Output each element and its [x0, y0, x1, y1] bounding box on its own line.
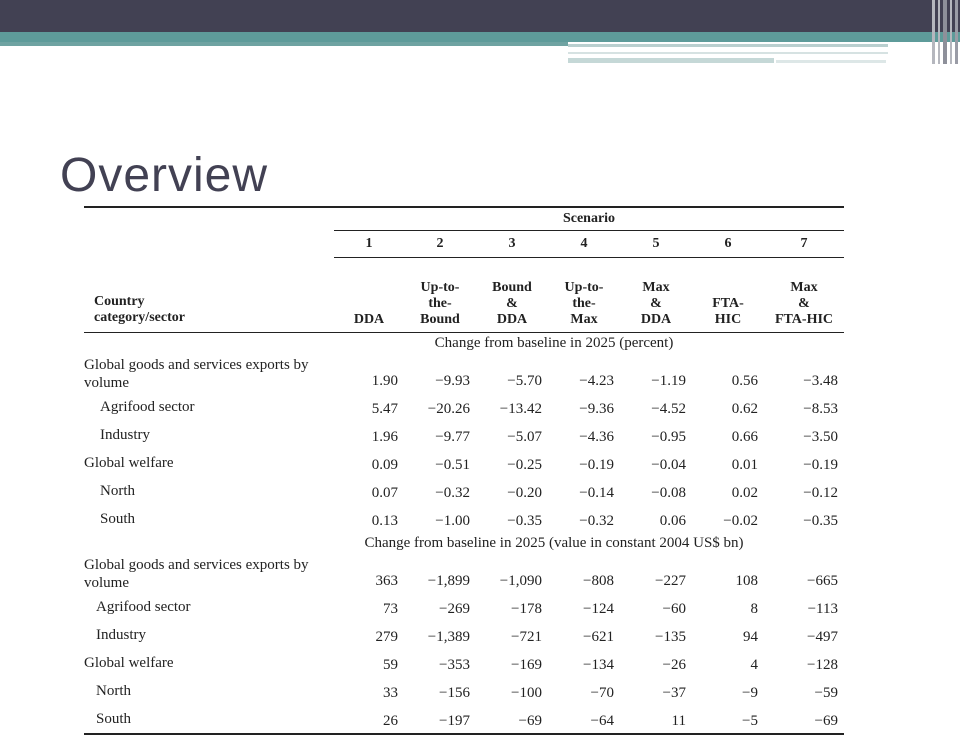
- table-cell: −59: [814, 684, 838, 701]
- scenario-name-line: the-: [428, 295, 452, 311]
- data-table: [84, 206, 844, 735]
- scenario-name-line: FTA-: [712, 295, 744, 311]
- table-cell: −0.20: [507, 484, 542, 501]
- scenario-name: [548, 258, 620, 333]
- table-cell: −0.12: [803, 484, 838, 501]
- scenario-name-line: Up-to-: [420, 279, 460, 295]
- table-cell: −169: [511, 656, 542, 673]
- table-cell: −20.26: [427, 400, 470, 417]
- table-cell: −0.04: [651, 456, 686, 473]
- table-row: [84, 593, 844, 621]
- table-cell: −0.32: [435, 484, 470, 501]
- category-header: Country category/sector: [94, 293, 185, 325]
- table-cell: 4: [750, 656, 758, 673]
- table-cell: −1,389: [427, 628, 470, 645]
- table-row: [84, 449, 844, 477]
- scenario-number: 7: [764, 231, 844, 258]
- table-row: [84, 421, 844, 449]
- table-cell: −9.77: [435, 428, 470, 445]
- table-cell: −5.70: [507, 372, 542, 389]
- decor-line: [568, 52, 888, 54]
- table-cell: 33: [383, 684, 398, 701]
- scenario-name-line: Max: [642, 279, 670, 295]
- decor-vbar: [943, 0, 947, 64]
- table-cell: −156: [439, 684, 470, 701]
- table-cell: −3.50: [803, 428, 838, 445]
- table-cell: −0.95: [651, 428, 686, 445]
- table-cell: −1.00: [435, 512, 470, 529]
- scenario-name-line: Max: [790, 279, 818, 295]
- row-label: South: [96, 710, 132, 727]
- table-row: [84, 355, 844, 393]
- table-cell: −0.25: [507, 456, 542, 473]
- table-cell: −8.53: [803, 400, 838, 417]
- table-cell: 26: [383, 712, 398, 729]
- section-header: Change from baseline in 2025 (percent): [434, 335, 674, 351]
- table-cell: −134: [583, 656, 614, 673]
- table-cell: 94: [743, 628, 758, 645]
- scenario-name-line: FTA-HIC: [774, 311, 834, 327]
- scenario-name: [692, 258, 764, 333]
- table-cell: −227: [655, 572, 686, 589]
- row-label: Agrifood sector: [100, 398, 195, 415]
- table-cell: −9.36: [579, 400, 614, 417]
- table-cell: −135: [655, 628, 686, 645]
- scenario-name-line: Bound: [420, 311, 460, 327]
- scenario-name: [334, 258, 404, 333]
- table-cell: −37: [662, 684, 686, 701]
- table-cell: 1.90: [371, 372, 398, 389]
- row-label: Global goods and services exports by volume: [84, 556, 309, 591]
- decor-line: [568, 58, 774, 63]
- scenario-name: [764, 258, 844, 333]
- table-cell: 0.09: [371, 456, 398, 473]
- table-cell: −69: [814, 712, 838, 729]
- table-cell: −269: [439, 600, 470, 617]
- table-cell: −1.19: [651, 372, 686, 389]
- table-cell: −353: [439, 656, 470, 673]
- table-cell: −0.08: [651, 484, 686, 501]
- scenario-name-line: DDA: [640, 311, 672, 327]
- table-cell: −4.23: [579, 372, 614, 389]
- table-cell: 363: [375, 572, 398, 589]
- table-cell: 0.13: [371, 512, 398, 529]
- table-cell: −665: [807, 572, 838, 589]
- table-cell: 8: [750, 600, 758, 617]
- table-cell: −9.93: [435, 372, 470, 389]
- table-cell: −3.48: [803, 372, 838, 389]
- table-cell: −64: [590, 712, 614, 729]
- table-cell: −0.32: [579, 512, 614, 529]
- table-row: [84, 705, 844, 734]
- section-header: Change from baseline in 2025 (value in constant 2004 US$ bn): [364, 535, 744, 551]
- scenario-number: 1: [334, 231, 404, 258]
- table-cell: −4.36: [579, 428, 614, 445]
- top-bar: [0, 0, 960, 32]
- scenario-name-line: &: [650, 295, 662, 311]
- scenario-name: [476, 258, 548, 333]
- row-label: South: [100, 510, 136, 527]
- table-cell: −0.02: [723, 512, 758, 529]
- scenario-name-line: Max: [570, 311, 598, 327]
- table-cell: −100: [511, 684, 542, 701]
- decor-vbar: [938, 0, 940, 64]
- slide-title: Overview: [60, 149, 269, 202]
- table-cell: 279: [375, 628, 398, 645]
- table-cell: 1.96: [371, 428, 398, 445]
- table-cell: −113: [807, 600, 838, 617]
- table-cell: 59: [383, 656, 398, 673]
- table-row: [84, 505, 844, 533]
- scenario-name: [620, 258, 692, 333]
- table-cell: −197: [439, 712, 470, 729]
- teal-band: [0, 32, 960, 42]
- row-label: North: [96, 682, 131, 699]
- table-cell: −0.51: [435, 456, 470, 473]
- row-label: Industry: [96, 626, 146, 643]
- table-cell: −0.35: [507, 512, 542, 529]
- table-cell: 0.07: [371, 484, 398, 501]
- row-label: Global goods and services exports by volume: [84, 356, 309, 391]
- table-cell: −0.14: [579, 484, 614, 501]
- table-row: [84, 677, 844, 705]
- table-cell: 0.01: [731, 456, 758, 473]
- scenario-name: [404, 258, 476, 333]
- table-cell: 11: [671, 712, 686, 729]
- scenario-name-line: the-: [572, 295, 596, 311]
- decor-line: [776, 60, 886, 63]
- scenario-number: 4: [548, 231, 620, 258]
- table-cell: −4.52: [651, 400, 686, 417]
- table-cell: 73: [383, 600, 398, 617]
- table-cell: −178: [511, 600, 542, 617]
- table-row: [84, 393, 844, 421]
- scenario-name-line: DDA: [353, 311, 385, 327]
- row-label: Global welfare: [84, 654, 174, 671]
- decor-line: [0, 42, 568, 46]
- table-cell: −721: [511, 628, 542, 645]
- table-cell: −0.19: [803, 456, 838, 473]
- table-cell: −26: [662, 656, 686, 673]
- table-row: [84, 555, 844, 593]
- table-cell: 108: [735, 572, 758, 589]
- table-cell: 0.66: [731, 428, 758, 445]
- table-cell: 5.47: [371, 400, 398, 417]
- table-cell: 0.62: [731, 400, 758, 417]
- decor-vbar: [950, 0, 952, 64]
- table-cell: −0.19: [579, 456, 614, 473]
- decor-line: [568, 44, 888, 47]
- table-cell: −69: [518, 712, 542, 729]
- table-cell: −60: [662, 600, 686, 617]
- table-cell: −9: [742, 684, 758, 701]
- table-row: [84, 621, 844, 649]
- table-cell: −1,090: [499, 572, 542, 589]
- row-label: North: [100, 482, 135, 499]
- row-label: Global welfare: [84, 454, 174, 471]
- table-cell: −1,899: [427, 572, 470, 589]
- table-cell: 0.06: [659, 512, 686, 529]
- table-cell: −5: [742, 712, 758, 729]
- table-cell: −808: [583, 572, 614, 589]
- table-cell: −0.35: [803, 512, 838, 529]
- table-cell: 0.56: [731, 372, 758, 389]
- scenario-header: Scenario: [334, 207, 844, 231]
- row-label: Industry: [100, 426, 150, 443]
- scenario-name-line: Up-to-: [564, 279, 604, 295]
- scenario-number: 6: [692, 231, 764, 258]
- table-cell: −70: [590, 684, 614, 701]
- scenario-number: 3: [476, 231, 548, 258]
- table-cell: −128: [807, 656, 838, 673]
- decor-vbar: [932, 0, 935, 64]
- table-cell: −124: [583, 600, 614, 617]
- table-cell: −621: [583, 628, 614, 645]
- table-row: [84, 649, 844, 677]
- decor-vbar: [955, 0, 958, 64]
- table-cell: −13.42: [499, 400, 542, 417]
- scenario-number: 2: [404, 231, 476, 258]
- scenario-number: 5: [620, 231, 692, 258]
- scenario-name-line: &: [506, 295, 518, 311]
- scenario-name-line: Bound: [492, 279, 532, 295]
- table-cell: 0.02: [731, 484, 758, 501]
- scenario-name-line: &: [798, 295, 810, 311]
- table-row: [84, 477, 844, 505]
- scenario-name-line: DDA: [496, 311, 528, 327]
- scenario-name-line: HIC: [714, 311, 742, 327]
- table-cell: −5.07: [507, 428, 542, 445]
- table-cell: −497: [807, 628, 838, 645]
- row-label: Agrifood sector: [96, 598, 191, 615]
